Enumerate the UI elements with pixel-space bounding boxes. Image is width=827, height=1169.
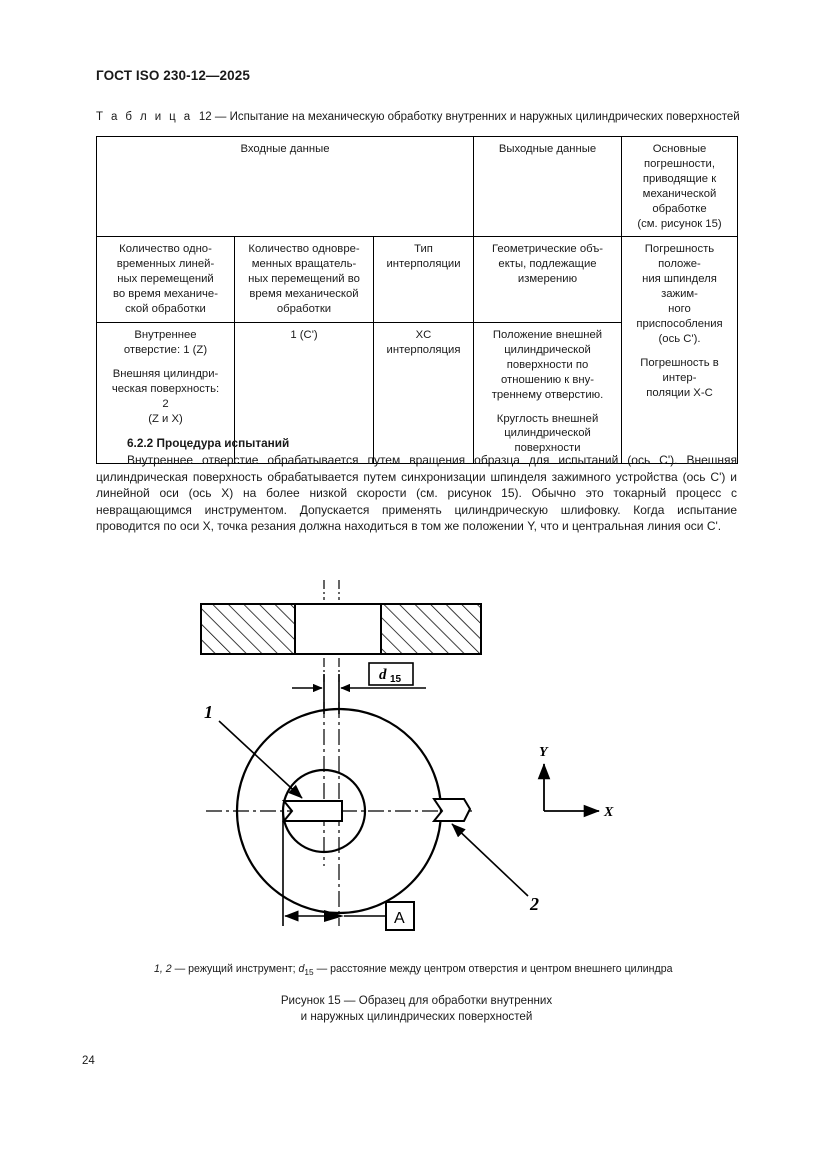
column-header-rotary-axes-line-1: Количество одновре- (248, 243, 360, 256)
data-cell-measured-items-p2-line-3: поверхности (514, 442, 581, 455)
group-header-main-errors (622, 137, 738, 237)
errors-cell-paragraph-1 (628, 242, 731, 346)
dim-d15-subscript: 15 (390, 674, 402, 685)
group-header-output-data: Выходные данные (474, 137, 622, 237)
group-header-input-data: Входные данные (97, 137, 474, 237)
column-header-measured-items (474, 237, 622, 323)
dim-d15-symbol: d (379, 667, 387, 683)
data-cell-measured-items-p1-line-2: цилиндрической (504, 343, 591, 356)
figure-note (154, 963, 673, 977)
errors-cell-paragraph-2 (628, 356, 731, 401)
errors-cell-p1-line-2: ния шпинделя зажим- (642, 273, 717, 301)
cross-section-view (201, 580, 481, 682)
specification-table (96, 136, 738, 464)
dimension-d15 (292, 663, 426, 714)
axis-label-x: X (604, 805, 614, 820)
column-header-rotary-axes (235, 237, 374, 323)
datum-a-label: A (394, 910, 405, 927)
data-cell-interpolation-type (374, 322, 474, 463)
column-header-rotary-axes-line-3: ных перемещений во (248, 273, 360, 286)
section-hatch-right (381, 604, 481, 654)
section-heading: 6.2.2 Процедура испытаний (127, 436, 290, 450)
axis-label-y: Y (539, 745, 548, 760)
data-cell-interpolation-type-line-1: XC (415, 328, 432, 341)
page-number: 24 (82, 1055, 95, 1067)
data-cell-measured-items (474, 322, 622, 463)
cutting-tool-1-shape (284, 801, 342, 821)
figure-caption-line-1: Рисунок 15 — Образец для обработки внутренних (280, 994, 553, 1007)
data-cell-linear-axes-p2-line-2: ческая поверхность: (111, 382, 220, 395)
column-header-rotary-axes-line-4: время механической (249, 288, 359, 301)
column-header-measured-items-line-1: Геометрические объ- (491, 243, 604, 256)
table-caption-prefix: Т а б л и ц а (96, 111, 193, 123)
figure-note-dim-sub: 15 (304, 967, 314, 978)
figure-note-items: 1, 2 (154, 963, 172, 975)
column-header-linear-axes-line-1: Количество одно- (119, 243, 212, 256)
column-header-interpolation-type-line-1: Тип (414, 243, 433, 256)
group-header-main-errors-line-1: Основные погрешности, (644, 143, 715, 170)
errors-cell-p1-line-4: (ось C'). (658, 332, 701, 345)
table-caption (96, 111, 740, 123)
data-cell-linear-axes-paragraph-1 (103, 328, 228, 358)
data-cell-measured-items-paragraph-1 (480, 328, 615, 403)
column-header-interpolation-type-line-2: интерполяции (386, 258, 461, 271)
column-header-rotary-axes-line-5: обработки (276, 303, 332, 316)
data-cell-measured-items-p1-line-3: поверхности по (506, 358, 589, 371)
table-group-header-row (97, 137, 738, 237)
column-header-linear-axes-line-2: временных линей- (116, 258, 215, 271)
table-caption-number: 12 (198, 111, 212, 123)
table-caption-text: — Испытание на механическую обработку внутренних и наружных цилиндрических поверхностей (214, 111, 740, 123)
data-cell-rotary-axes: 1 (C') (235, 322, 374, 463)
errors-cell (622, 237, 738, 464)
column-header-linear-axes-line-4: во время механиче- (113, 288, 218, 301)
column-header-measured-items-line-3: измерению (517, 273, 578, 286)
figure-caption (96, 993, 737, 1024)
document-header: ГОСТ ISO 230-12—2025 (96, 68, 250, 83)
column-header-interpolation-type (374, 237, 474, 323)
errors-cell-p2-line-2: поляции X-C (646, 386, 713, 399)
column-header-linear-axes (97, 237, 235, 323)
data-cell-measured-items-p1-line-1: Положение внешней (492, 328, 603, 341)
data-cell-linear-axes-p2-line-1: Внешняя цилиндри- (112, 367, 219, 380)
table-12 (96, 136, 737, 464)
data-cell-measured-items-p2-line-2: цилиндрической (504, 427, 591, 440)
data-cell-linear-axes-p1-line-1: Внутреннее (134, 328, 197, 341)
section-body-text: Внутреннее отверстие обрабатывается путем вращения образца для испытаний (ось C'). Внешняя цилиндрическая поверхность обрабатывается путем синхронизации шпинделя зажимного устройства (ось C') и линейной оси (ось X) на более низкой скорости (см. рисунок 15). Обычно это токарный процесс с невращающимся инструментом. Допускается применять цилиндрическую шлифовку. Когда испытание проводится по оси X, точка резания должна находиться в том же положении Y, что и центральная линия оси C'. (96, 453, 737, 534)
data-cell-measured-items-p1-line-5: треннему отверстию. (491, 388, 604, 401)
table-column-header-row (97, 237, 738, 323)
section-hatch-left (201, 604, 295, 654)
figure-caption-line-2: и наружных цилиндрических поверхностей (300, 1009, 533, 1023)
figure-note-dim: d (298, 963, 305, 975)
label-tool-1: 1 (204, 702, 213, 722)
label-tool-2: 2 (530, 894, 539, 914)
errors-cell-p1-line-1: Погрешность положе- (644, 243, 715, 271)
group-header-main-errors-line-4: (см. рисунок 15) (637, 217, 722, 230)
errors-cell-p1-line-3: ного приспособления (636, 303, 723, 330)
column-header-rotary-axes-line-2: менных вращатель- (251, 258, 357, 271)
leader-line-tool-2 (452, 824, 528, 896)
leader-line-tool-1 (219, 721, 302, 798)
data-cell-interpolation-type-line-2: интерполяция (386, 343, 461, 356)
group-header-main-errors-line-3: механической обработке (642, 187, 717, 215)
figure-note-items-desc: — режущий инструмент; (174, 963, 296, 975)
figure-note-dim-desc: — расстояние между центром отверстия и центром внешнего цилиндра (316, 963, 673, 975)
cutting-tool-2-shape (434, 799, 470, 821)
errors-cell-p2-line-1: Погрешность в интер- (640, 356, 719, 384)
data-cell-linear-axes-p2-line-4: (Z и X) (148, 412, 183, 425)
data-cell-linear-axes-p1-line-2: отверстие: 1 (Z) (123, 343, 208, 356)
column-header-measured-items-line-2: екты, подлежащие (498, 258, 597, 271)
figure-15-drawing (96, 566, 737, 956)
data-cell-linear-axes-p2-line-3: 2 (162, 397, 169, 410)
section-bore-gap (295, 604, 381, 654)
axis-indicator (539, 745, 614, 820)
group-header-main-errors-line-2: приводящие к (642, 172, 717, 185)
column-header-linear-axes-line-5: ской обработки (125, 303, 206, 316)
plan-view (204, 702, 614, 930)
data-cell-linear-axes-paragraph-2 (103, 367, 228, 427)
data-cell-measured-items-p1-line-4: отношению к вну- (501, 373, 594, 386)
data-cell-measured-items-p2-line-1: Круглость внешней (496, 412, 599, 425)
data-cell-measured-items-paragraph-2 (480, 412, 615, 457)
column-header-linear-axes-line-3: ных перемещений (117, 273, 214, 286)
figure-15 (96, 566, 737, 956)
